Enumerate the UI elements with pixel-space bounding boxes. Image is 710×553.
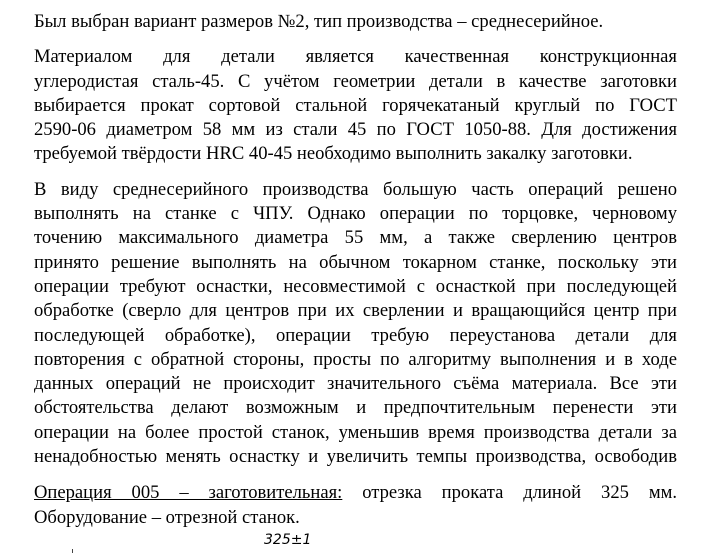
text-line: точению максимального диаметра 55 мм, а также сверлению центров: [34, 227, 677, 249]
operation-heading-line: [34, 481, 677, 505]
paragraph-operation-005: [34, 481, 677, 530]
text-line: В виду среднесерийного производства большую часть операций решено: [34, 178, 677, 200]
text-line: углеродистая сталь-45. С учётом геометрии детали в качестве заготовки: [34, 70, 677, 92]
text-line: выполнять на станке с ЧПУ. Однако операции по торцовке, черновому: [34, 203, 677, 225]
text-line: 2590-06 диаметром 58 мм из стали 45 по ГОСТ 1050-88. Для достижения: [34, 119, 677, 141]
text-line: последующей обработке), операции требую переустанова детали для: [34, 324, 677, 346]
text-line: Материалом для детали является качественная конструкционная: [34, 46, 677, 68]
operation-title: Операция 005 – заготовительная:: [34, 482, 343, 504]
operation-description: отрезка проката длиной 325 мм.: [342, 482, 678, 504]
text-line: принято решение выполнять на обычном токарном станке, поскольку эти: [34, 251, 677, 273]
text-line: операции на более простой станок, уменьшив время производства детали за: [34, 421, 677, 443]
text-line: обработке (сверло для центров при их сверлении и вращающийся центр при: [34, 300, 677, 322]
text-line: выбирается прокат сортовой стальной горячекатаный круглый по ГОСТ: [34, 94, 677, 116]
text-line: ненадобностью менять оснастку и увеличить темпы производства, освободив: [34, 446, 677, 468]
text-line: повторения с обратной стороны, просты по алгоритму выполнения и в ходе: [34, 348, 677, 370]
text-line: обстоятельства делают возможным и предпочтительным перенести эти: [34, 397, 677, 419]
paragraph-production-type: [34, 10, 677, 34]
paragraph-material: [34, 45, 677, 166]
text-line: операции требуют оснастки, несовместимой с оснасткой при последующей: [34, 275, 677, 297]
text-line: данных операций не происходит значительного съёма материала. Все эти: [34, 373, 677, 395]
dimension-label: 325±1: [264, 532, 312, 548]
paragraph-operations-rationale: [34, 178, 677, 470]
document-page: [34, 10, 677, 530]
text-line: требуемой твёрдости HRC 40-45 необходимо выполнить закалку заготовки.: [34, 143, 633, 165]
equipment-line: Оборудование – отрезной станок.: [34, 506, 300, 528]
drawing-tick-mark: [72, 549, 73, 553]
text-line: Был выбран вариант размеров №2, тип производства – среднесерийное.: [34, 11, 604, 32]
